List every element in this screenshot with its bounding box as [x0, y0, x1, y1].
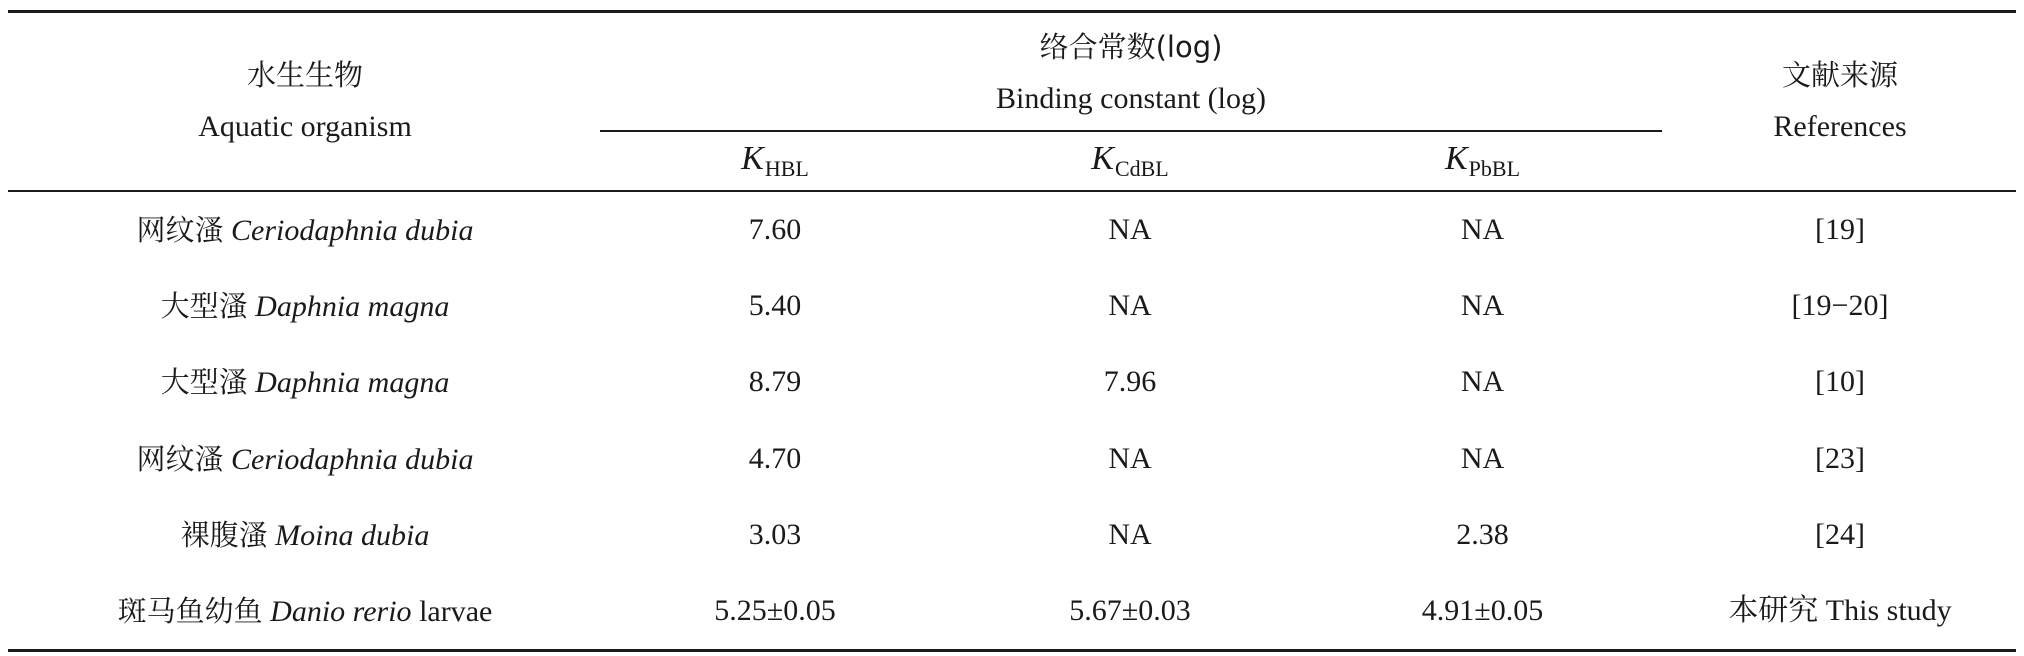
header-binding-en: Binding constant (log) [996, 82, 1266, 115]
k-pbbl-value: 2.38 [1456, 518, 1509, 551]
organism-latin: Ceriodaphnia dubia [231, 214, 474, 247]
reference-value: [10] [1815, 365, 1865, 398]
k-pbbl-value: 4.91±0.05 [1421, 594, 1544, 627]
k-cdbl-value: NA [1108, 213, 1152, 246]
table-top-rule [8, 10, 2016, 13]
organism-zh: 大型溞 [160, 365, 248, 399]
header-organism-zh: 水生生物 [246, 58, 363, 92]
k-pbbl-value: NA [1460, 289, 1505, 322]
organism-cell [0, 594, 610, 629]
reference-value: [19] [1815, 213, 1865, 246]
organism-cell [0, 289, 610, 324]
k-hbl-symbol: K [741, 140, 764, 177]
organism-zh: 裸腹溞 [180, 518, 268, 552]
header-binding-zh: 络合常数(log) [1039, 30, 1223, 64]
k-pbbl-subscript: PbBL [1468, 156, 1521, 181]
k-cdbl-value: NA [1108, 442, 1152, 475]
k-hbl-value: 5.25±0.05 [714, 594, 836, 627]
organism-latin: Ceriodaphnia dubia [231, 443, 474, 476]
k-hbl-value: 7.60 [748, 213, 802, 246]
k-hbl-value: 5.40 [748, 289, 802, 322]
k-cdbl-subscript: CdBL [1114, 156, 1169, 181]
header-organism-en: Aquatic organism [198, 110, 412, 143]
reference-value: [19−20] [1791, 289, 1889, 322]
k-pbbl-value: NA [1460, 442, 1505, 475]
organism-cell [0, 213, 610, 248]
reference-value: [24] [1815, 518, 1865, 551]
k-pbbl-value: NA [1460, 213, 1505, 246]
organism-zh: 大型溞 [160, 289, 248, 323]
k-pbbl-symbol: K [1444, 140, 1468, 177]
k-cdbl-value: NA [1108, 518, 1152, 551]
k-cdbl-value: 5.67±0.03 [1069, 594, 1191, 627]
k-cdbl-value: 7.96 [1103, 365, 1157, 398]
header-k-pbbl [1305, 142, 1660, 186]
header-ref-zh: 文献来源 [1781, 58, 1898, 92]
k-hbl-value: 8.79 [748, 365, 802, 398]
organism-cell [0, 442, 610, 477]
k-pbbl-value: NA [1460, 365, 1505, 398]
k-hbl-value: 3.03 [748, 518, 802, 551]
organism-cell [0, 365, 610, 400]
organism-latin: Danio rerio [270, 595, 412, 628]
organism-stage: larvae [419, 595, 493, 628]
organism-zh: 斑马鱼幼鱼 [117, 594, 263, 628]
k-hbl-value: 4.70 [748, 442, 802, 475]
k-cdbl-symbol: K [1091, 140, 1114, 177]
header-ref-en: References [1773, 110, 1907, 143]
organism-cell [0, 518, 610, 553]
binding-constant-span-rule [600, 130, 1662, 132]
k-hbl-subscript: HBL [764, 156, 809, 181]
organism-zh: 网纹溞 [136, 442, 224, 476]
reference-value: [23] [1815, 442, 1865, 475]
organism-latin: Daphnia magna [255, 366, 450, 399]
header-k-hbl [595, 142, 955, 186]
table-bottom-rule [8, 649, 2016, 652]
k-cdbl-value: NA [1108, 289, 1152, 322]
header-k-cdbl [955, 142, 1305, 186]
header-bottom-rule [8, 190, 2016, 192]
organism-latin: Moina dubia [275, 519, 430, 552]
reference-value: 本研究 This study [1728, 594, 1952, 627]
organism-latin: Daphnia magna [255, 290, 450, 323]
organism-zh: 网纹溞 [136, 213, 224, 247]
